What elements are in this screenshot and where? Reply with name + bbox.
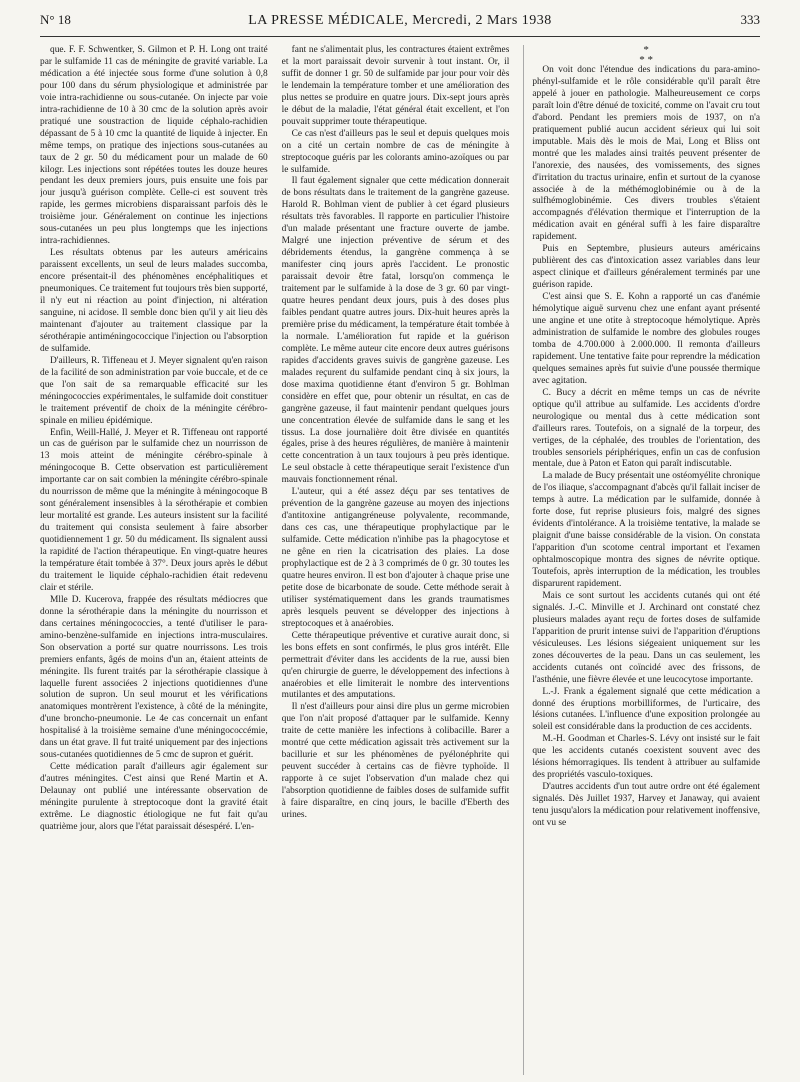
paragraph: L.-J. Frank a également signalé que cette médication a donné des éruptions morbilliformes, de l'urticaire, des lésions cutanées. L'influence d'une exposition prolongée au soleil est considérable dans la production de ces accidents.: [532, 686, 761, 733]
column-1: [40, 45, 268, 1075]
column-2: [282, 45, 510, 1075]
paragraph: La malade de Bucy présentait une ostéomyélite chronique de l'os iliaque, s'accompagnant d'abcès qu'il fallait inciser de temps à autre. La médication par le sulfamide, donnée à forte dose, fut reprise plusieurs fois, malgré des signes évidents d'intolérance. A la troisième tentative, la malade se plaignit d'une baisse considérable de la vision. On constata l'apparition d'un scotome central important et l'examen ophtalmoscopique montra des signes de névrite optique. Toutefois, après interruption de la médication, les troubles disparurent rapidement.: [532, 471, 761, 589]
paragraph: L'auteur, qui a été assez déçu par ses tentatives de prévention de la gangrène gazeuse au moyen des injections d'antitoxine antigangréneuse polyvalente, recommande, dans ces cas, une thérapeutique prophylactique par le sulfamide. Cette médication n'inhibe pas la phagocytose et ne gêne en rien la cicatrisation des plaies. La dose prophylactique est de 2 à 3 comprimés de 0 gr. 30 toutes les quatre heures environ. Il est bon d'ajouter à chaque prise une petite dose de bicarbonate de soude. Cette méthode serait à utiliser systématiquement dans les grands traumatismes après lesquels peuvent se développer des injections à streptocoques et à anaérobies.: [281, 487, 510, 629]
section-asterism-top: *: [643, 45, 649, 56]
paragraph: D'autres accidents d'un tout autre ordre ont été également signalés. Dès Juillet 1937, Harvey et Janaway, qui avaient tenu jusqu'alors la médication pour relativement inoffensive, ont vu se: [532, 782, 761, 829]
paragraph: que. F. F. Schwentker, S. Gilmon et P. H. Long ont traité par le sulfamide 11 cas de méningite de gravité variable. La médication a été injectée sous forme d'une solution à 0,8 pour 100 dans du sérum physiologique et administrée par voie intra-rachidienne ou sous-cutanée. On injecte par voie intra-rachidienne de 10 à 30 cmc de la solution après avoir pratiqué une soustraction de liquide céphalo-rachidien dépassant de 5 à 10 cmc la quantité de liquide à injecter. En même temps, on pratique des injections sous-cutanées au taux de 2 gr. 50 du médicament pour un malade de 60 kilogr. Les injections sont répétées toutes les douze heures pendant les deux premiers jours, puis ensuite une fois par jour jusqu'à guérison complète. Celle-ci est souvent très rapide, les germes microbiens disparaissant parfois dès le troisième jour. Généralement on continue les injections sous-cutanées un peu plus longtemps que les injections intra-rachidiennes.: [40, 45, 268, 247]
section-asterism-bottom: * *: [639, 54, 654, 66]
issue-number: N° 18: [40, 12, 71, 27]
paragraph: M.-H. Goodman et Charles-S. Lévy ont insisté sur le fait que les accidents cutanés coexistent souvent avec des lésions hémorragiques. Ils tendent à attribuer au sulfamide des propriétés vasculo-toxiques.: [532, 734, 761, 781]
text-columns: [40, 45, 760, 1075]
paragraph: Il n'est d'ailleurs pour ainsi dire plus un germe microbien que l'on n'ait proposé d'attaquer par le sulfamide. Kenny traite de cette manière les infections à colibacille. Barer a montré que cette médication agissait très activement sur la bacillurie et sur les phénomènes de pyélonéphrite qui peuvent succéder à certains cas de fièvre typhoïde. Il rapporte à ce sujet l'observation d'un malade chez qui l'absorption quotidienne de faibles doses de sulfamide suffit à faire disparaître, en cinq jours, le bacille d'Eberth des urines.: [281, 702, 510, 820]
paragraph: fant ne s'alimentait plus, les contractures étaient extrêmes et la mort paraissait devoir survenir à tout instant. Or, il suffit de donner 1 gr. 50 de sulfamide par jour pour voir dès le lendemain la température tomber et une amélioration des plus nettes se produire en quatre jours. Dix-sept jours après le début de la maladie, l'état général était excellent, et l'on pouvait supprimer toute thérapeutique.: [281, 45, 510, 127]
paragraph: Cette thérapeutique préventive et curative aurait donc, si les bons effets en sont confirmés, le plus gros intérêt. Elle permettrait d'éviter dans les accidents de la rue, aussi bien qu'en chirurgie de guerre, le développement des infections à anaérobies et elle limiterait le nombre des interventions mutilantes et des amputations.: [281, 630, 510, 701]
paragraph: Puis en Septembre, plusieurs auteurs américains publièrent des cas d'intoxication assez variables dans leur aspect clinique et d'ailleurs généralement terminés par une guérison rapide.: [532, 244, 761, 291]
column-3: [523, 45, 760, 1075]
paragraph: Ce cas n'est d'ailleurs pas le seul et depuis quelques mois on a cité un certain nombre de cas de méningite à streptocoque guéris par les colorants amino-azoïques ou par le sulfamide.: [281, 128, 510, 175]
journal-title: LA PRESSE MÉDICALE, Mercredi, 2 Mars 1938: [248, 13, 552, 28]
page-header: [40, 12, 760, 37]
paragraph: On voit donc l'étendue des indications du para-amino-phényl-sulfamide et le rôle considérable qu'il paraît être appelé à jouer en pathologie. Malheureusement ce corps paraît loin d'être dénué de toxicité, comme on l'avait cru tout d'abord. Pendant les premiers mois de 1937, on n'a pratiquement publié aucun accident sérieux qui lui soit imputable. Mais dès le mois de Mai, Long et Bliss ont montré que les malades ainsi traités peuvent présenter de l'anorexie, des nausées, des vomissements, des signes d'irritation du tractus urinaire, enfin et surtout de la cyanose associée à de la méthémoglobinémie ou à de la sulfhémoglobinémie. Ces divers troubles s'étaient accompagnés d'élévation thermique et l'interruption de la médication avait en général suffi à les faire disparaître rapidement.: [532, 65, 761, 243]
paragraph: Mlle D. Kucerova, frappée des résultats médiocres que donne la sérothérapie dans la méningite du nourrisson et dans certaines méningococcies, a tenté d'utiliser le para-amino-benzène-sulfamide en injections intra-musculaires. Son observation a porté sur quatre nourrissons. Les trois premiers enfants, âgés de moins d'un an, étaient atteints de méningite. Ils furent traités par la sérothérapie classique à laquelle furent associées 2 injections quotidiennes d'une solution de supron. Un seul mourut et les vérifications anatomiques montrèrent l'existence, à côté de la méningite, d'une broncho-pneumonie. Le 4e cas concernait un enfant hospitalisé à la troisième semaine d'une méningococcémie, dans un état grave. Il fut traité uniquement par des injections sous-cutanées quotidiennes de 5 cmc de supron et guérit.: [40, 594, 268, 761]
paragraph: Enfin, Weill-Hallé, J. Meyer et R. Tiffeneau ont rapporté un cas de guérison par le sulfamide chez un nourrisson de 13 mois atteint de méningite cérébro-spinale à méningocoque B. Cette observation est particulièrement importante car on sait combien la méningite cérébro-spinale du nourrisson de même que la méningite à méningocoque B sont généralement insensibles à la sérothérapie et combien leur mortalité est grande. Les auteurs insistent sur la facilité du traitement qui consista seulement à faire absorber quotidiennement 1 gr. 50 du médicament. Ils signalent aussi la rapidité de l'action thérapeutique. En vingt-quatre heures la température était tombée à 37°. Deux jours après le début du traitement le liquide céphalo-rachidien était redevenu clair et stérile.: [40, 427, 268, 593]
paragraph: Cette médication paraît d'ailleurs agir également sur d'autres méningites. C'est ainsi que René Martin et A. Delaunay ont publié une intéressante observation de méningite purulente à streptocoque dont la gravité était extrême. Le diagnostic étiologique ne fut fait qu'au quatrième jour, alors que l'état paraissait désespéré. L'en-: [40, 762, 268, 832]
paragraph: C. Bucy a décrit en même temps un cas de névrite optique qu'il attribue au sulfamide. Les accidents d'ordre neurologique ou mental dus à cette médication sont d'ailleurs rares. Toutefois, on a signalé de la torpeur, des vertiges, de la céphalée, des troubles de l'orientation, des troubles sensoriels périphériques, enfin un cas de confusion mentale, due à Paton et Eaton qui paraît indiscutable.: [532, 387, 761, 470]
paragraph: D'ailleurs, R. Tiffeneau et J. Meyer signalent qu'en raison de la facilité de son administration par voie buccale, et de ce que l'on sait de sa remarquable efficacité sur les méningococcies expérimentales, le sulfamide doit constituer le traitement préventif de choix de la méningite cérébro-spinale en milieu épidémique.: [40, 355, 268, 426]
paragraph: Il faut également signaler que cette médication donnerait de bons résultats dans le traitement de la gangrène gazeuse. Harold R. Bohlman vient de publier à cet égard plusieurs résultats très favorables. Il rapporte en particulier l'histoire d'un malade présentant une fracture ouverte de jambe. Malgré une injection préventive de sérum et des débridements étendus, la gangrène commença à se manifester cinq jours après l'accident. Le pronostic paraissait devoir être fatal, lorsqu'on commença le traitement par le sulfamide à la dose de 3 gr. 60 par vingt-quatre heures pendant deux jours, puis à des doses plus faibles pendant quatre autres jours. Dix-huit heures après la première prise du médicament, la température était tombée à la normale. L'amélioration fut rapide et la guérison complète. Le même auteur cite encore deux autres guérisons rapides d'accidents graves suivis de gangrène gazeuse. Les malades reçurent du sulfamide pendant cinq à six jours, la dose maxima quotidienne étant d'environ 5 gr. Bohlman considère en effet que, pour obtenir un résultat, en cas de gangrène gazeuse, il faut maintenir pendant quelques jours une concentration élevée de sulfamide dans le sang et les tissus. La dose journalière doit être divisée en quantités égales, prise à des heures régulières, de manière à maintenir cette concentration à un taux toujours à peu près identique. Le seul obstacle à cette thérapeutique serait l'existence d'un mauvais fonctionnement rénal.: [281, 176, 510, 486]
paragraph: Les résultats obtenus par les auteurs américains paraissent excellents, un seul de leurs malades succomba, encore présentait-il des phénomènes encéphalitiques et pneumoniques. Ce traitement fut toujours très bien supporté, il n'y eut ni réaction au point d'injection, ni altération sanguine, ni acidose. Il semble donc bien qu'il y ait lieu dès maintenant d'ajouter au traitement classique par la sérothérapie antiméningococcique l'injection ou l'absorption de sulfamide.: [40, 248, 268, 354]
page-number: 333: [740, 12, 760, 27]
paragraph: Mais ce sont surtout les accidents cutanés qui ont été signalés. J.-C. Minville et J. Archinard ont constaté chez plusieurs malades ayant reçu de fortes doses de sulfamide l'apparition de prurit intense suivi de l'apparition d'éruptions vésiculeuses. Les lésions siégeaient uniquement sur les zones découvertes de la peau. Dans un cas seulement, les accidents cutanés ont coïncidé avec des frissons, de l'asthénie, une fièvre élevée et une leucocytose importante.: [532, 590, 761, 685]
paragraph: C'est ainsi que S. E. Kohn a rapporté un cas d'anémie hémolytique aiguë survenu chez une enfant ayant présenté une angine et une otite à streptocoque hémolytique. Après administration de sulfamide le nombre des globules rouges tomba de 4.700.000 à 2.000.000. Il remonta d'ailleurs rapidement. Une tentative faite pour reprendre la médication quelques semaines après fut suivie d'une poussée thermique avec agitation.: [532, 292, 761, 386]
